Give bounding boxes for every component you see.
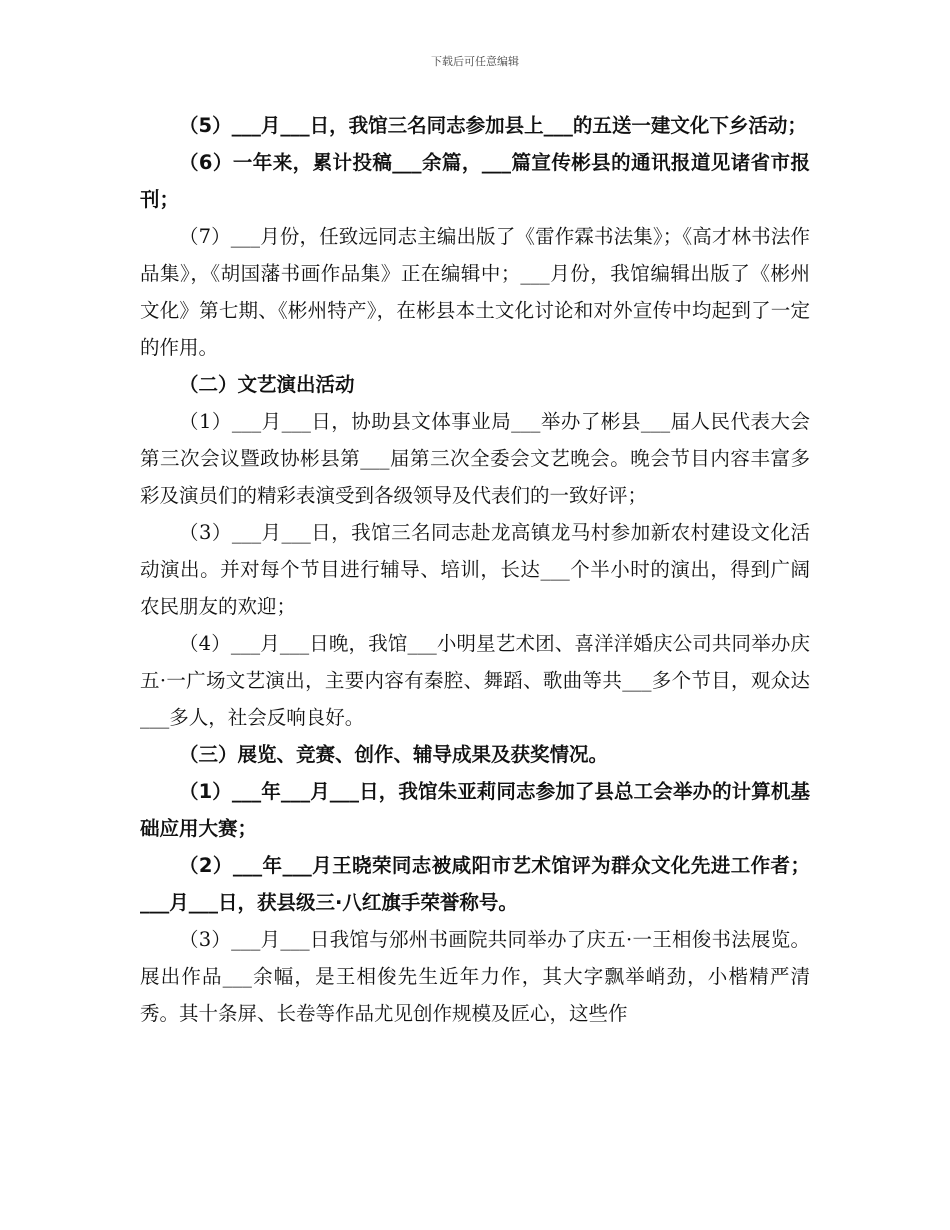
page-header: 下载后可任意编辑 [431, 55, 519, 68]
paragraph-performance-3: （3）___月___日，我馆三名同志赴龙高镇龙马村参加新农村建设文化活动演出。并对每个节目进行辅导、培训，长达___个半小时的演出，得到广阔农民朋友的欢迎； [140, 521, 810, 618]
paragraph-7: （7）___月份，任致远同志主编出版了《雷作霖书法集》；《高才林书法作品集》，《胡国藩书画作品集》正在编辑中；___月份，我馆编辑出版了《彬州文化》第七期、《彬州特产》，在彬县本土文化讨论和对外宣传中均起到了一定的作用。 [140, 225, 810, 359]
paragraph-6: （6）一年来，累计投稿___余篇，___篇宣传彬县的通讯报道见诸省市报刊； [140, 151, 810, 211]
section-heading-exhibitions: （三）展览、竞赛、创作、辅导成果及获奖情况。 [179, 743, 609, 766]
paragraph-exhibition-3: （3）___月___日我馆与邠州书画院共同举办了庆五·一王相俊书法展览。展出作品___余幅，是王相俊先生近年力作，其大字飘举峭劲，小楷精严清秀。其十条屏、长卷等作品尤见创作规模及匠心，这些作 [140, 928, 810, 1025]
paragraph-exhibition-2: （2）___年___月王晓荣同志被咸阳市艺术馆评为群众文化先进工作者；___月___日，获县级三·八红旗手荣誉称号。 [140, 854, 810, 914]
paragraph-5: （5）___月___日，我馆三名同志参加县上___的五送一建文化下乡活动； [179, 114, 807, 137]
document-body [140, 107, 810, 1032]
paragraph-performance-1: （1）___月___日，协助县文体事业局___举办了彬县___届人民代表大会第三次会议暨政协彬县第___届第三次全委会文艺晚会。晚会节目内容丰富多彩及演员们的精彩表演受到各级领导及代表们的一致好评； [140, 410, 810, 507]
paragraph-performance-4: （4）___月___日晚，我馆___小明星艺术团、喜洋洋婚庆公司共同举办庆五·一广场文艺演出，主要内容有秦腔、舞蹈、歌曲等共___多个节目，观众达___多人，社会反响良好。 [140, 632, 810, 729]
section-heading-performances: （二）文艺演出活动 [179, 373, 355, 396]
paragraph-exhibition-1: （1）___年___月___日，我馆朱亚莉同志参加了县总工会举办的计算机基础应用大赛； [140, 780, 810, 840]
